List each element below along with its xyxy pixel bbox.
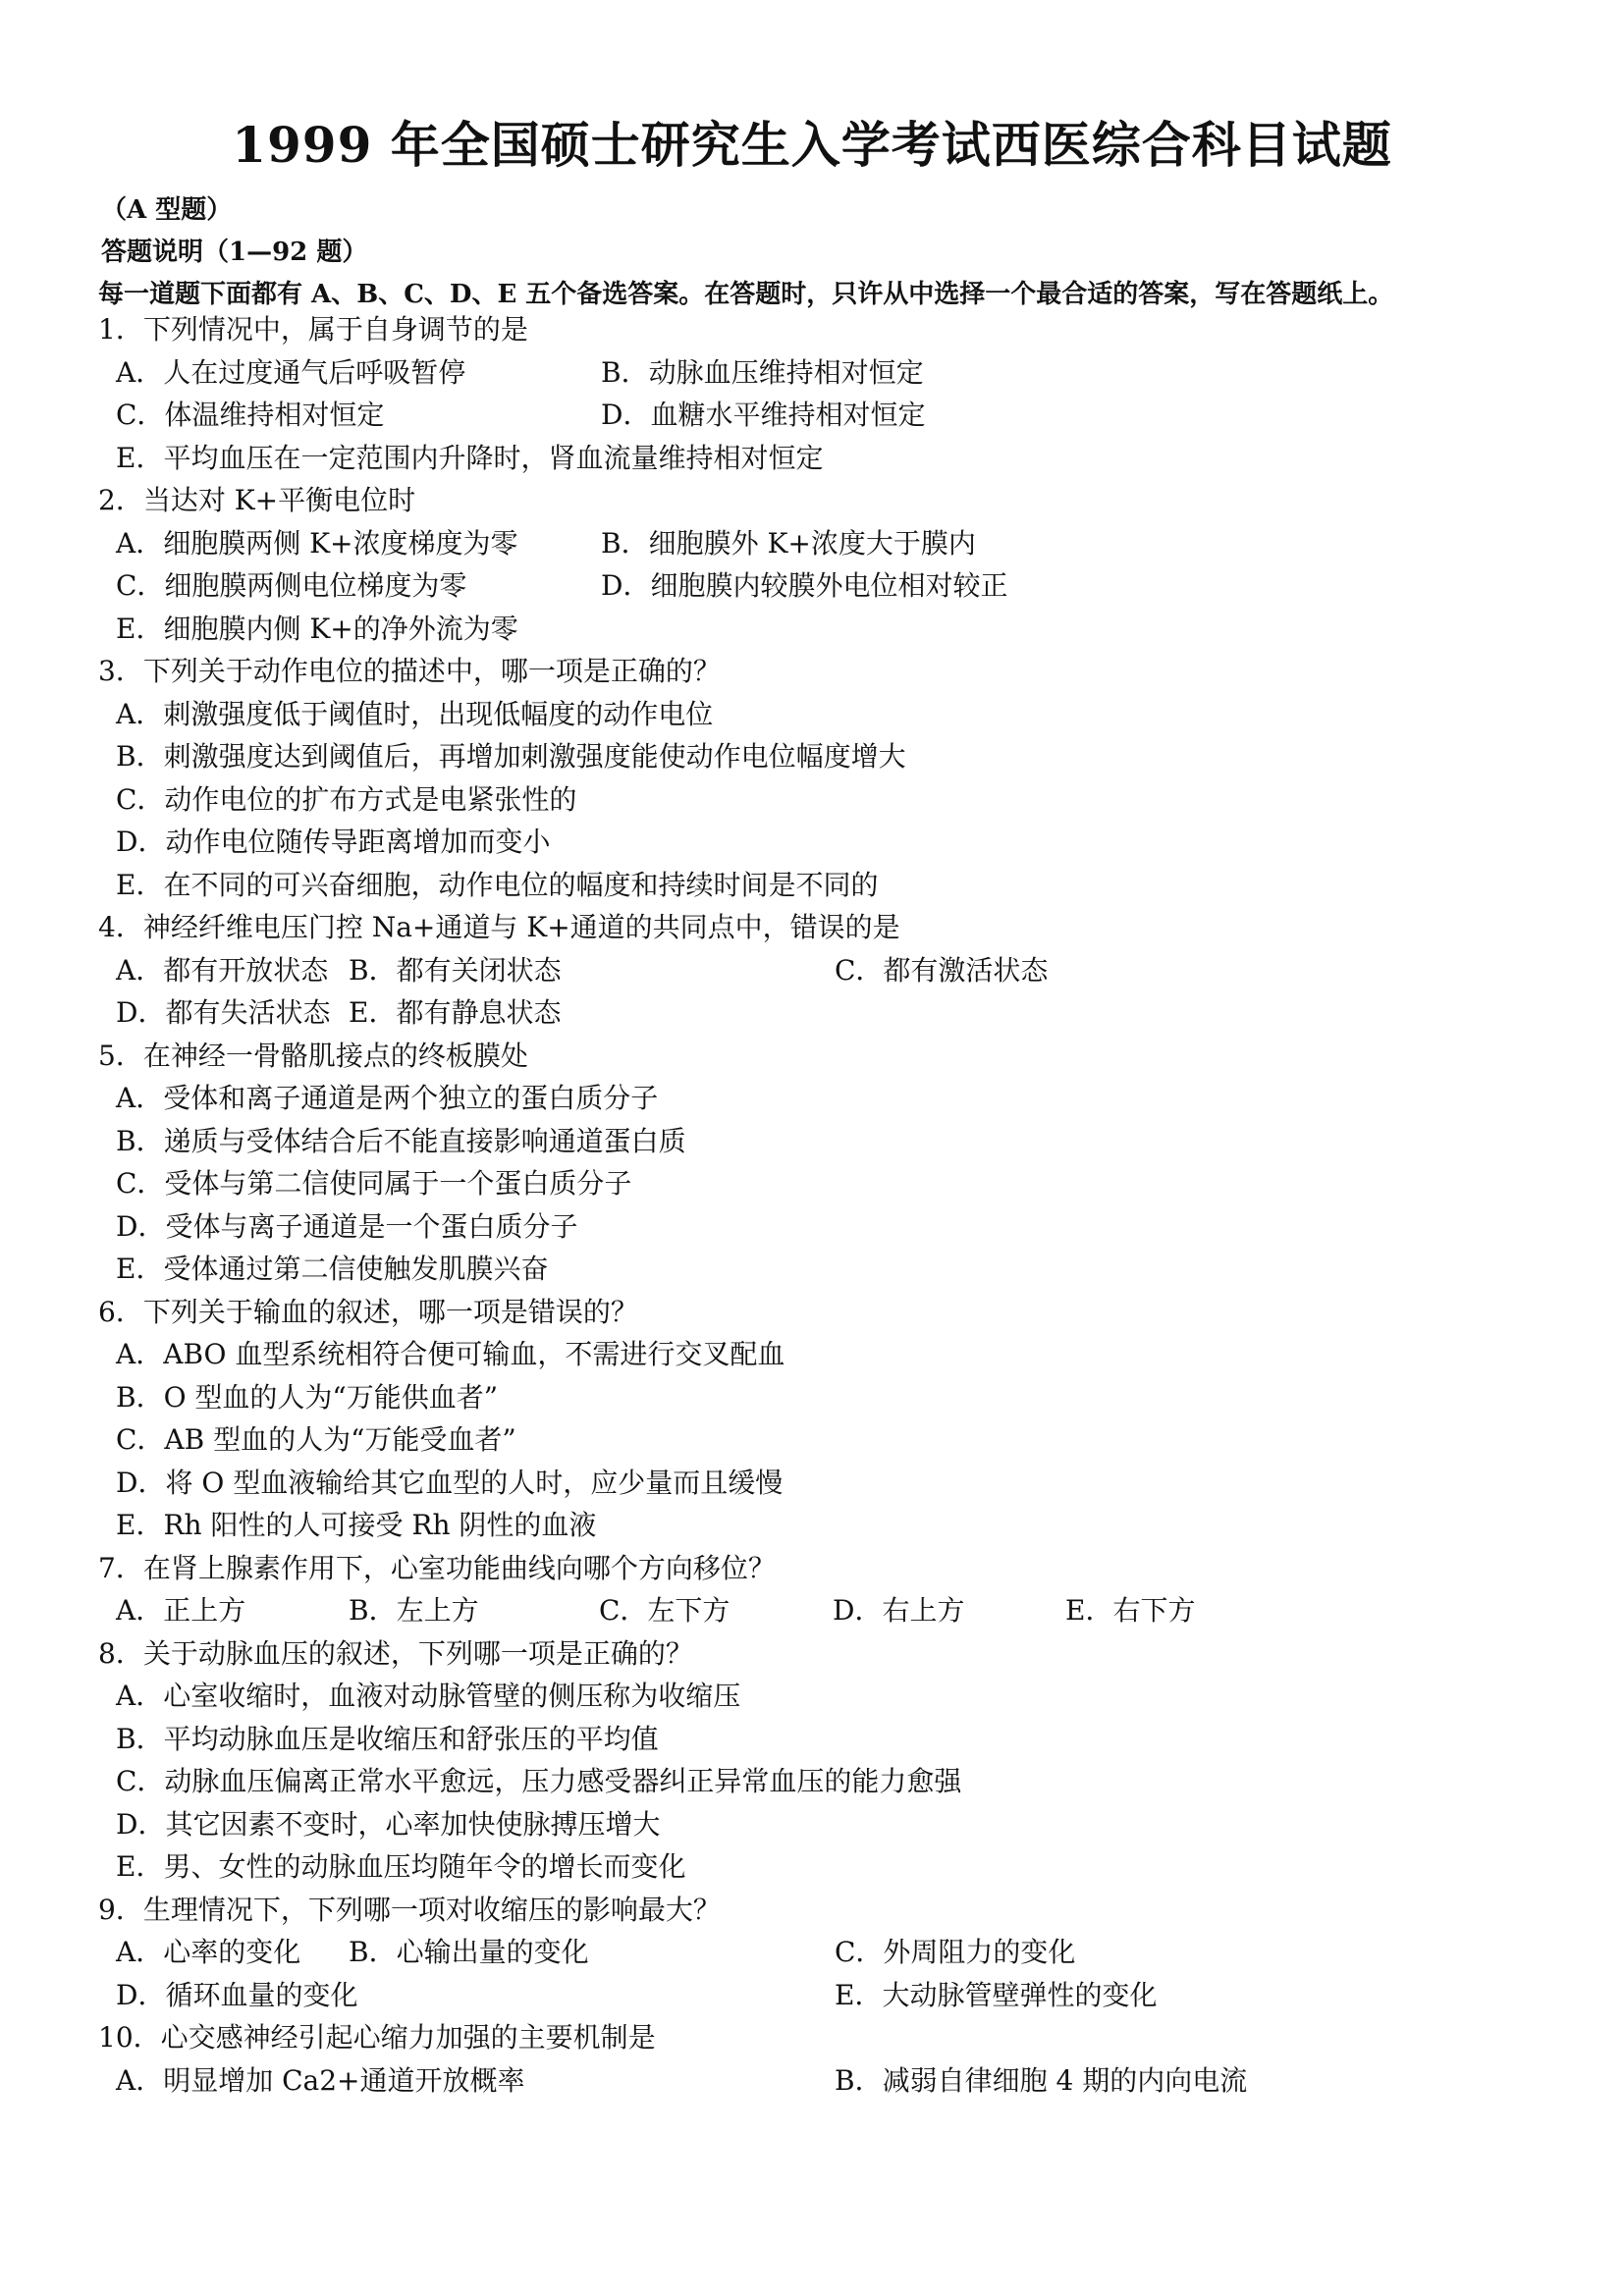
option-c: C．左下方 <box>599 1594 731 1627</box>
instructions-text: 每一道题下面都有 A、B、C、D、E 五个备选答案。在答题时，只许从中选择一个最合适的答案，写在答题纸上。 <box>98 280 1394 309</box>
option-b: B．刺激强度达到阈值后，再增加刺激强度能使动作电位幅度增大 <box>116 740 906 773</box>
option-c: C．动作电位的扩布方式是电紧张性的 <box>116 782 577 816</box>
option-row <box>98 778 1551 822</box>
question-stem: 5．在神经一骨骼肌接点的终板膜处 <box>98 1039 528 1072</box>
option-row <box>98 991 1551 1035</box>
option-d: D．细胞膜内较膜外电位相对较正 <box>601 569 1008 602</box>
option-d: D．血糖水平维持相对恒定 <box>601 399 926 431</box>
option-c: C．体温维持相对恒定 <box>116 399 385 431</box>
option-row <box>98 864 1551 907</box>
option-row <box>98 1718 1551 1761</box>
option-b: B．动脉血压维持相对恒定 <box>601 355 924 389</box>
option-a: A．ABO 血型系统相符合便可输血，不需进行交叉配血 <box>116 1338 785 1370</box>
option-b: B．减弱自律细胞 4 期的内向电流 <box>835 2063 1248 2097</box>
option-row <box>98 1760 1551 1803</box>
option-b: B．都有关闭状态 <box>349 953 562 987</box>
option-e: E．大动脉管壁弹性的变化 <box>835 1978 1158 2011</box>
option-row <box>98 1248 1551 1291</box>
option-d: D．将 O 型血液输给其它血型的人时，应少量而且缓慢 <box>116 1466 784 1499</box>
option-row <box>98 1418 1551 1462</box>
option-c: C．受体与第二信使同属于一个蛋白质分子 <box>116 1167 632 1200</box>
option-a: A．人在过度通气后呼吸暂停 <box>116 355 466 389</box>
option-row <box>98 608 1551 651</box>
option-c: C．细胞膜两侧电位梯度为零 <box>116 569 467 602</box>
option-e: E．男、女性的动脉血压均随年令的增长而变化 <box>116 1850 686 1883</box>
option-a: A．心室收缩时，血液对动脉管壁的侧压称为收缩压 <box>116 1680 741 1712</box>
option-b: B．细胞膜外 K+浓度大于膜内 <box>601 526 976 560</box>
option-a: A．正上方 <box>116 1594 246 1627</box>
option-row <box>98 1803 1551 1846</box>
option-row <box>98 1589 1551 1632</box>
option-e: E．受体通过第二信使触发肌膜兴奋 <box>116 1253 549 1285</box>
question-stem: 1．下列情况中，属于自身调节的是 <box>98 313 528 346</box>
option-row <box>98 693 1551 736</box>
option-row <box>98 2059 1551 2103</box>
option-row <box>98 564 1551 608</box>
option-row <box>98 1675 1551 1718</box>
option-c: C．AB 型血的人为“万能受血者” <box>116 1423 516 1456</box>
option-a: A．明显增加 Ca2+通道开放概率 <box>116 2063 525 2097</box>
option-row <box>98 1845 1551 1889</box>
option-row <box>98 1504 1551 1547</box>
option-c: C．外周阻力的变化 <box>835 1936 1076 1968</box>
question-stem: 4．神经纤维电压门控 Na+通道与 K+通道的共同点中，错误的是 <box>98 911 900 943</box>
option-row <box>98 437 1551 480</box>
option-d: D．都有失活状态 <box>116 996 331 1029</box>
question-stem: 3．下列关于动作电位的描述中，哪一项是正确的？ <box>98 655 721 687</box>
option-row <box>98 351 1551 395</box>
option-row <box>98 1077 1551 1120</box>
option-row <box>98 1162 1551 1205</box>
option-a: A．细胞膜两侧 K+浓度梯度为零 <box>116 526 518 560</box>
instructions-heading: 答题说明（1—92 题） <box>101 238 368 267</box>
question-stem: 2．当达对 K+平衡电位时 <box>98 484 416 516</box>
option-b: B．平均动脉血压是收缩压和舒张压的平均值 <box>116 1722 659 1755</box>
option-d: D．受体与离子通道是一个蛋白质分子 <box>116 1209 578 1243</box>
option-row <box>98 1333 1551 1376</box>
option-e: E．细胞膜内侧 K+的净外流为零 <box>116 612 518 645</box>
page-title: 1999 年全国硕士研究生入学考试西医综合科目试题 <box>232 116 1392 174</box>
option-c: C．都有激活状态 <box>835 953 1049 987</box>
option-e: E．平均血压在一定范围内升降时，肾血流量维持相对恒定 <box>116 441 824 474</box>
option-e: E．右下方 <box>1065 1594 1196 1627</box>
option-e: E．都有静息状态 <box>349 996 562 1029</box>
option-row <box>98 1120 1551 1163</box>
option-row <box>98 1974 1551 2017</box>
option-a: A．刺激强度低于阈值时，出现低幅度的动作电位 <box>116 697 714 730</box>
option-e: E．在不同的可兴奋细胞，动作电位的幅度和持续时间是不同的 <box>116 868 879 901</box>
question-list <box>98 308 1551 2102</box>
option-e: E．Rh 阳性的人可接受 Rh 阴性的血液 <box>116 1509 597 1541</box>
option-d: D．右上方 <box>833 1594 965 1627</box>
question-stem: 7．在肾上腺素作用下，心室功能曲线向哪个方向移位？ <box>98 1551 776 1584</box>
option-row <box>98 1376 1551 1419</box>
option-row <box>98 522 1551 565</box>
option-b: B．左上方 <box>349 1594 479 1627</box>
option-c: C．动脉血压偏离正常水平愈远，压力感受器纠正异常血压的能力愈强 <box>116 1765 962 1797</box>
option-d: D．循环血量的变化 <box>116 1978 358 2011</box>
option-b: B．心输出量的变化 <box>349 1936 589 1968</box>
option-row <box>98 1462 1551 1505</box>
question-stem: 8．关于动脉血压的叙述，下列哪一项是正确的？ <box>98 1636 693 1670</box>
question-stem: 6．下列关于输血的叙述，哪一项是错误的？ <box>98 1295 638 1328</box>
question-stem: 10．心交感神经引起心缩力加强的主要机制是 <box>98 2021 656 2054</box>
option-a: A．受体和离子通道是两个独立的蛋白质分子 <box>116 1082 659 1114</box>
option-row <box>98 394 1551 437</box>
question-stem: 9．生理情况下，下列哪一项对收缩压的影响最大？ <box>98 1893 721 1926</box>
option-a: A．心率的变化 <box>116 1936 301 1968</box>
option-row <box>98 949 1551 992</box>
section-type: （A 型题） <box>101 195 233 225</box>
option-row <box>98 821 1551 864</box>
option-d: D．动作电位随传导距离增加而变小 <box>116 826 551 858</box>
option-row <box>98 735 1551 778</box>
option-row <box>98 1931 1551 1974</box>
option-a: A．都有开放状态 <box>116 953 329 987</box>
option-b: B．递质与受体结合后不能直接影响通道蛋白质 <box>116 1124 686 1157</box>
option-b: B．O 型血的人为“万能供血者” <box>116 1380 499 1414</box>
option-row <box>98 1205 1551 1249</box>
option-d: D．其它因素不变时，心率加快使脉搏压增大 <box>116 1807 661 1841</box>
